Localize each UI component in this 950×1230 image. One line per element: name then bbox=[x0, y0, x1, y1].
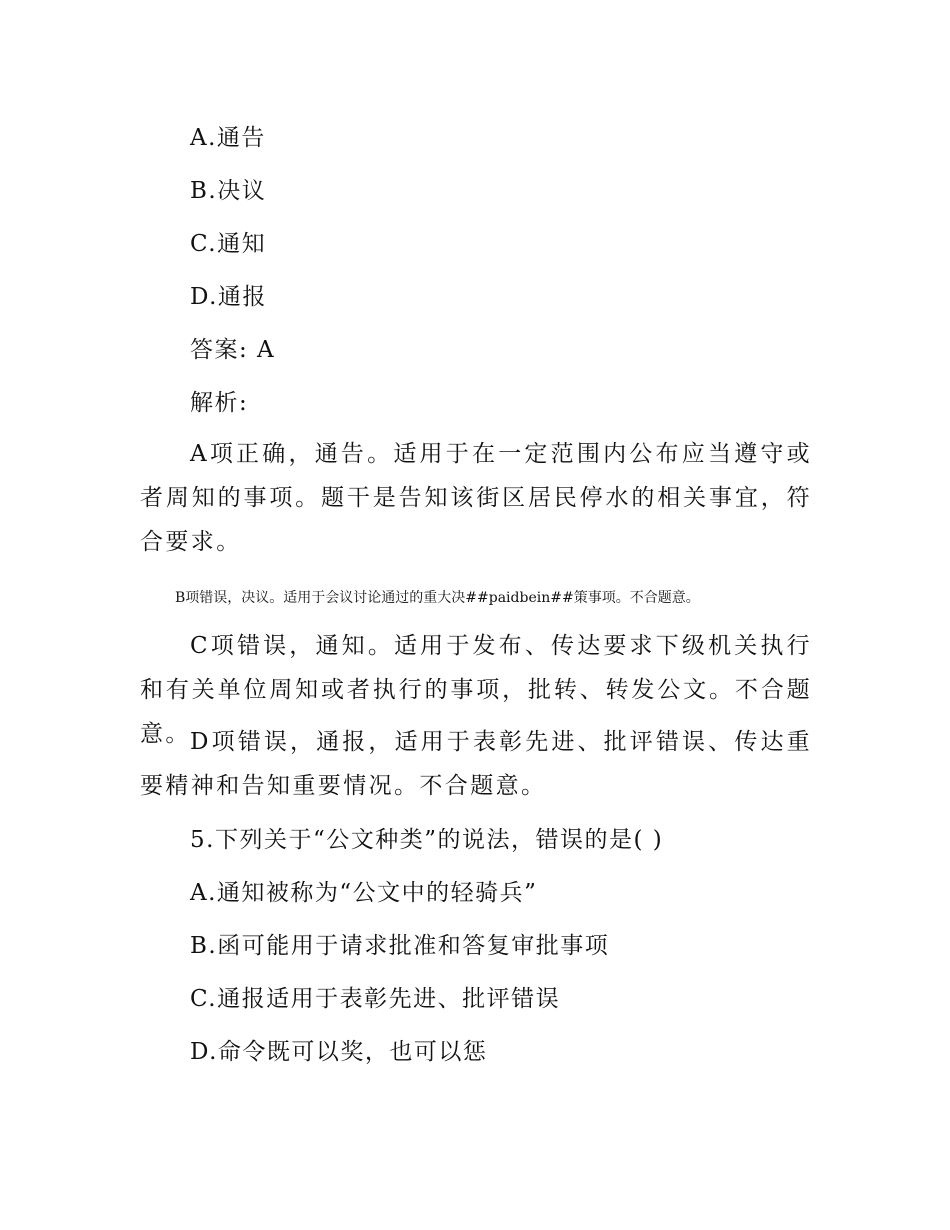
explanation-b: B项错误，决议。适用于会议讨论通过的重大决##paidbein##策事项。不合题意。 bbox=[175, 590, 700, 606]
q5-option-a: A.通知被称为“公文中的轻骑兵” bbox=[190, 880, 538, 906]
q5-option-c: C.通报适用于表彰先进、批评错误 bbox=[190, 986, 561, 1012]
q5-option-d: D.命令既可以奖，也可以惩 bbox=[190, 1039, 488, 1065]
q4-option-b: B.决议 bbox=[190, 178, 267, 204]
q5-option-b: B.函可能用于请求批准和答复审批事项 bbox=[190, 933, 610, 959]
question5-stem: 5.下列关于“公文种类”的说法，错误的是( ) bbox=[190, 827, 664, 853]
explanation-a: A项正确，通告。适用于在一定范围内公布应当遵守或者周知的事项。题干是告知该街区居民停水的相关事宜，符合要求。 bbox=[140, 441, 812, 555]
answer-line: 答案: A bbox=[190, 337, 276, 363]
explanation-c: C项错误，通知。适用于发布、传达要求下级机关执行和有关单位周知或者执行的事项，批转、转发公文。不合题意。 bbox=[140, 633, 812, 747]
q4-option-c: C.通知 bbox=[190, 231, 267, 257]
explanation-d: D项错误，通报，适用于表彰先进、批评错误、传达重要精神和告知重要情况。不合题意。 bbox=[140, 729, 812, 799]
analysis-label: 解析: bbox=[190, 390, 249, 416]
q4-option-d: D.通报 bbox=[190, 284, 267, 310]
q4-option-a: A.通告 bbox=[190, 125, 266, 151]
